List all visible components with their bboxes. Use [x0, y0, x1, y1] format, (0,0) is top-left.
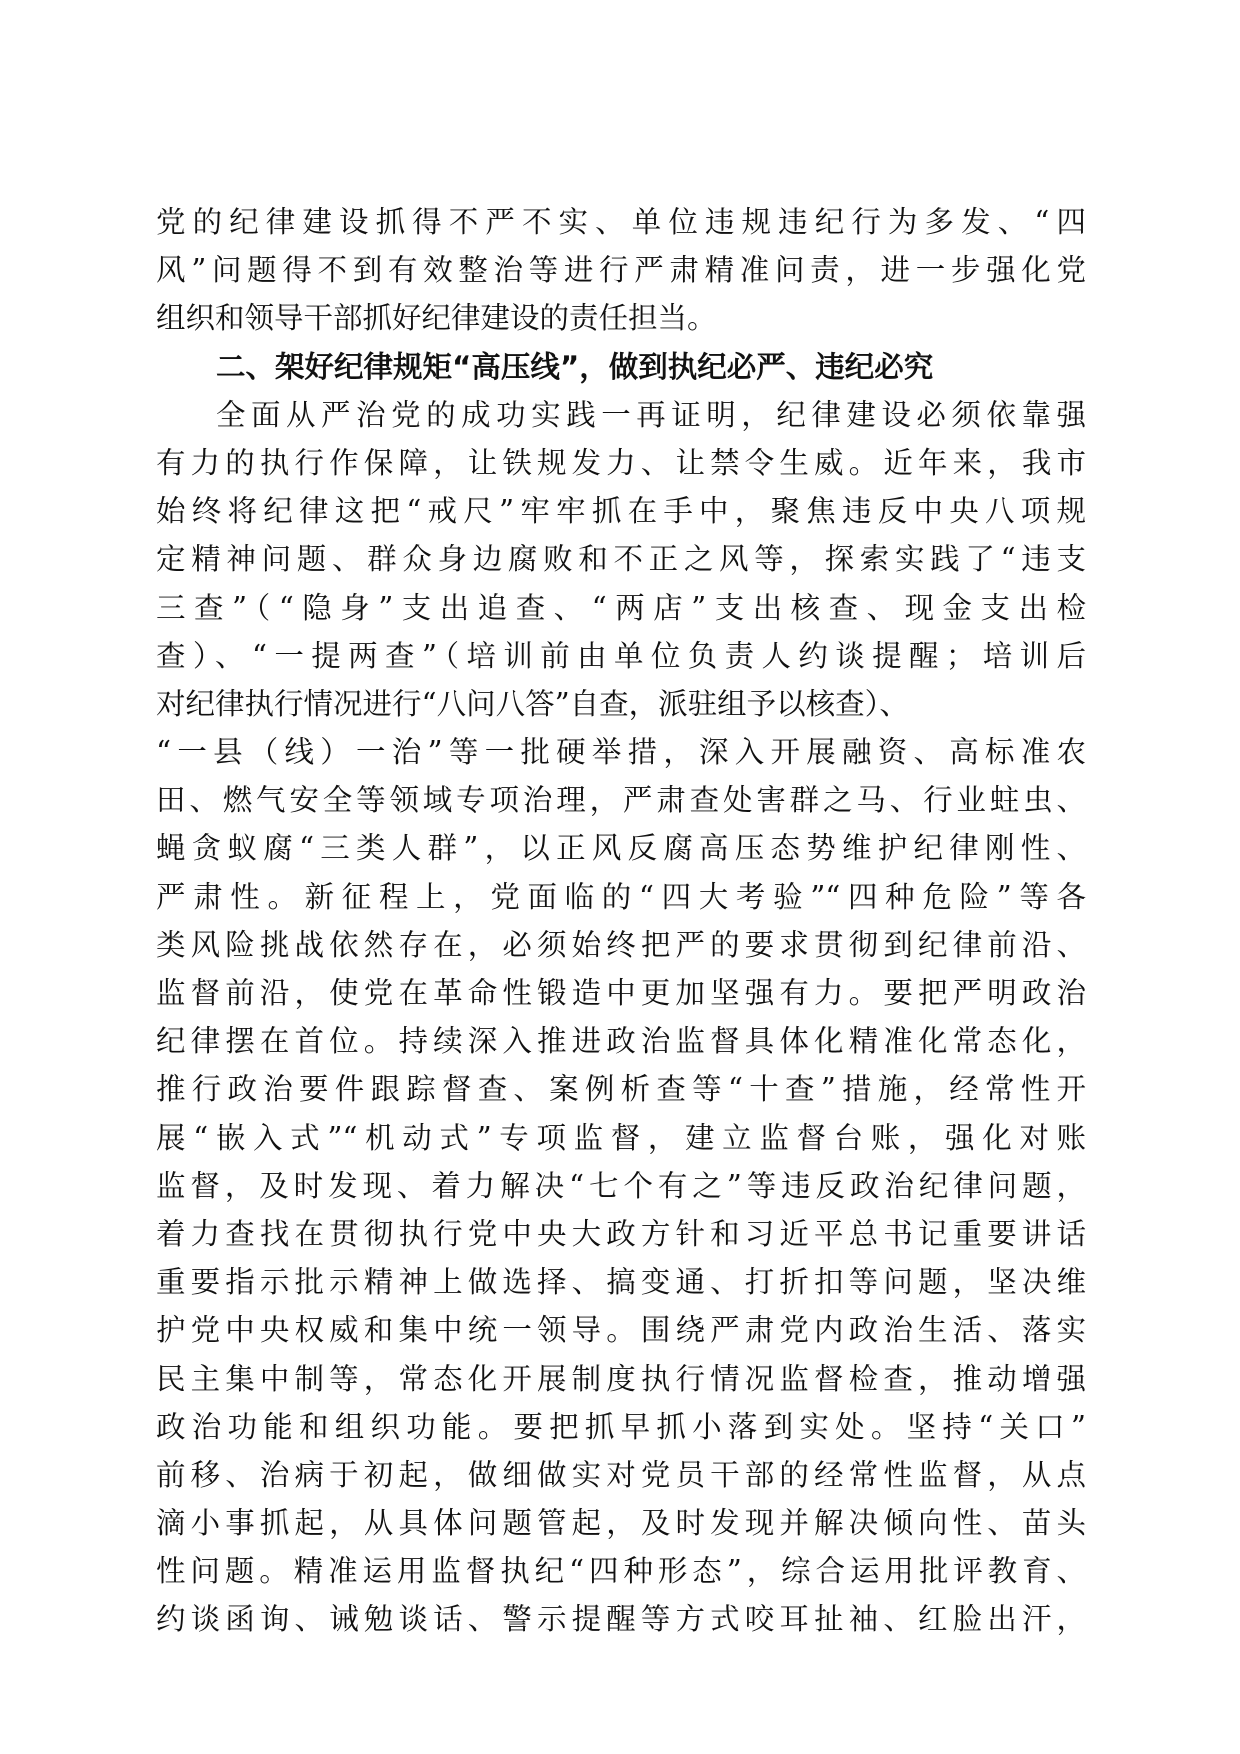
- text-line: 始终将纪律这把“戒尺”牢牢抓在手中，聚焦违反中央八项规: [156, 494, 1086, 529]
- text-line: 纪律摆在首位。持续深入推进政治监督具体化精准化常态化，: [156, 1024, 1086, 1059]
- text-line: 政治功能和组织功能。要把抓早抓小落到实处。坚持“关口”: [156, 1409, 1086, 1444]
- text-line: “一县（线）一治”等一批硬举措，深入开展融资、高标准农: [156, 735, 1086, 770]
- text-line: 严肃性。新征程上，党面临的“四大考验”“四种危险”等各: [156, 879, 1086, 914]
- text-line: 护党中央权威和集中统一领导。围绕严肃党内政治生活、落实: [156, 1313, 1086, 1348]
- section-heading: 二、架好纪律规矩“高压线”，做到执纪必严、违纪必究: [216, 349, 934, 384]
- text-line: 监督，及时发现、着力解决“七个有之”等违反政治纪律问题，: [156, 1168, 1086, 1203]
- text-line: 重要指示批示精神上做选择、搞变通、打折扣等问题，坚决维: [156, 1265, 1086, 1300]
- text-line: 民主集中制等，常态化开展制度执行情况监督检查，推动增强: [156, 1361, 1086, 1396]
- text-line: 党的纪律建设抓得不严不实、单位违规违纪行为多发、“四: [156, 205, 1086, 239]
- text-line: 滴小事抓起，从具体问题管起，及时发现并解决倾向性、苗头: [156, 1506, 1086, 1541]
- text-line: 田、燃气安全等领域专项治理，严肃查处害群之马、行业蛀虫、: [156, 783, 1086, 818]
- text-line: 类风险挑战依然存在，必须始终把严的要求贯彻到纪律前沿、: [156, 927, 1086, 962]
- text-line: 风”问题得不到有效整治等进行严肃精准问责，进一步强化党: [156, 253, 1086, 288]
- text-line: 全面从严治党的成功实践一再证明，纪律建设必须依靠强: [216, 397, 1086, 432]
- text-line: 推行政治要件跟踪督查、案例析查等“十查”措施，经常性开: [156, 1072, 1086, 1107]
- text-line: 蝇贪蚁腐“三类人群”，以正风反腐高压态势维护纪律刚性、: [156, 831, 1086, 866]
- text-line: 组织和领导干部抓好纪律建设的责任担当。: [156, 301, 717, 336]
- text-line: 定精神问题、群众身边腐败和不正之风等，探索实践了“违支: [156, 542, 1086, 577]
- text-line: 查）、“一提两查”（培训前由单位负责人约谈提醒；培训后: [156, 638, 1086, 673]
- text-line: 着力查找在贯彻执行党中央大政方针和习近平总书记重要讲话: [156, 1216, 1086, 1251]
- text-line: 性问题。精准运用监督执纪“四种形态”，综合运用批评教育、: [156, 1554, 1086, 1589]
- text-line: 展“嵌入式”“机动式”专项监督，建立监督台账，强化对账: [156, 1120, 1086, 1155]
- text-line: 有力的执行作保障，让铁规发力、让禁令生威。近年来，我市: [156, 445, 1086, 480]
- text-line: 前移、治病于初起，做细做实对党员干部的经常性监督，从点: [156, 1457, 1086, 1492]
- text-line: 对纪律执行情况进行“八问八答”自查，派驻组予以核查）、: [156, 686, 909, 721]
- text-line: 三查”（“隐身”支出追查、“两店”支出核查、现金支出检: [156, 590, 1086, 625]
- text-line: 约谈函询、诫勉谈话、警示提醒等方式咬耳扯袖、红脸出汗，: [156, 1602, 1086, 1637]
- text-line: 监督前沿，使党在革命性锻造中更加坚强有力。要把严明政治: [156, 976, 1086, 1010]
- document-body: [156, 198, 1086, 1644]
